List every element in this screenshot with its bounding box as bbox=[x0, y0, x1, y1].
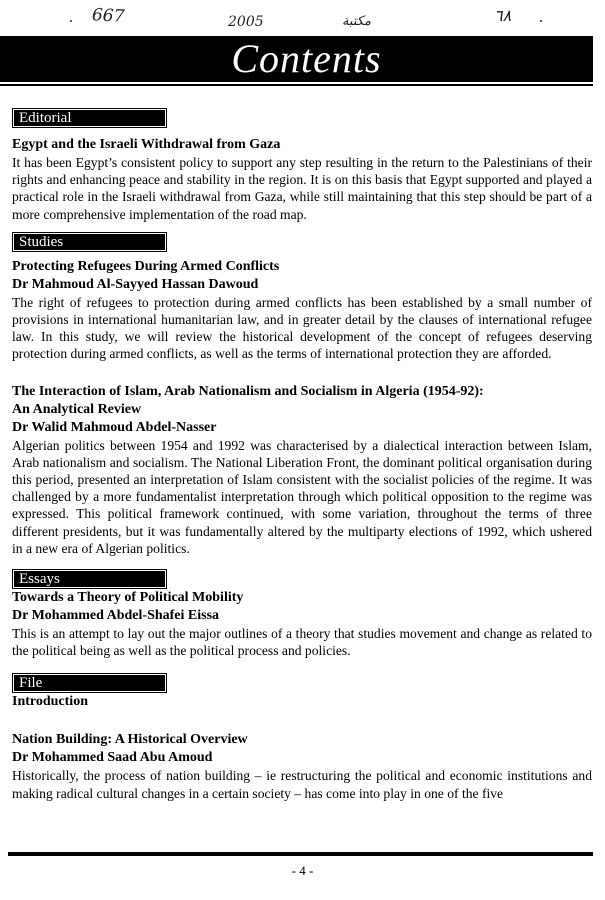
entry-title: Egypt and the Israeli Withdrawal from Gaza bbox=[12, 137, 281, 152]
entry bbox=[12, 589, 592, 659]
entry-author: Dr Mahmoud Al-Sayyed Hassan Dawoud bbox=[12, 276, 259, 292]
contents-body bbox=[12, 108, 592, 802]
scan-speck bbox=[540, 20, 542, 22]
entry-subtitle: An Analytical Review bbox=[12, 401, 142, 417]
entry bbox=[12, 136, 592, 223]
entry bbox=[12, 731, 592, 801]
handwritten-annotation: 667 bbox=[91, 5, 125, 27]
entry-title: Towards a Theory of Political Mobility bbox=[12, 590, 244, 606]
section-file bbox=[12, 673, 592, 801]
entry-title: Protecting Refugees During Armed Conflicts bbox=[12, 258, 280, 274]
entry-abstract: Algerian politics between 1954 and 1992 was characterised by a dialectical interaction between Islam, Arab nationalism and socialism. The National Liberation Front, the dominant political organisation during this period, presented an interpretation of Islam consistent with the socialist policies of the regime. It was challenged by a more fundamentalist interpretation through which political opposition to the regime was expressed. This political framework continued, with some variation, throughout the terms of three different presidents, but it was fundamentally altered by the multiparty elections of 1992, which ushered in a new era of Algerian politics. bbox=[12, 437, 592, 556]
entry bbox=[12, 693, 592, 711]
page-title: Contents bbox=[231, 36, 382, 81]
entry-title: Introduction bbox=[12, 694, 88, 710]
contents-header bbox=[0, 36, 593, 82]
scan-speck bbox=[70, 20, 72, 22]
section-editorial bbox=[12, 108, 592, 223]
header-divider bbox=[0, 84, 593, 86]
entry-author: Dr Mohammed Abdel-Shafei Eissa bbox=[12, 608, 220, 624]
entry bbox=[12, 383, 592, 557]
section-essays bbox=[12, 569, 592, 659]
section-label: File bbox=[12, 673, 167, 693]
handwritten-annotation: 2005 bbox=[228, 14, 264, 30]
section-label: Essays bbox=[12, 569, 167, 589]
section-label: Studies bbox=[12, 232, 167, 252]
handwritten-annotation: مكتبة bbox=[342, 14, 371, 29]
entry-author: Dr Mohammed Saad Abu Amoud bbox=[12, 750, 213, 766]
section-label: Editorial bbox=[12, 108, 167, 128]
handwritten-annotation: ٦٨ bbox=[494, 6, 512, 25]
entry-abstract: The right of refugees to protection during armed conflicts has been established by a small number of provisions in international humanitarian law, and in greater detail by the clauses of international refugee law. In this study, we will review the historical development of the concept of refugees deserving protection during armed conflicts, as well as the terms of international protection they are afforded. bbox=[12, 294, 592, 362]
entry-title: Nation Building: A Historical Overview bbox=[12, 732, 248, 748]
footer-divider bbox=[8, 852, 593, 856]
entry-author: Dr Walid Mahmoud Abdel-Nasser bbox=[12, 419, 217, 435]
entry bbox=[12, 258, 592, 363]
entry-abstract: It has been Egypt’s consistent policy to support any step resulting in the return to the Palestinians of their rights and enhancing peace and stability in the region. It is on this basis that Egypt supported and played a practical role in the Israeli withdrawal from Gaza, while still maintaining that this step should be part of a more comprehensive implementation of the road map. bbox=[12, 155, 592, 222]
section-studies bbox=[12, 232, 592, 557]
page-number: - 4 - bbox=[291, 863, 314, 878]
entry-abstract: Historically, the process of nation building – ie restructuring the political and economic institutions and making radical cultural changes in a certain society – has come into play in one of the five bbox=[12, 768, 592, 801]
entry-abstract: This is an attempt to lay out the major outlines of a theory that studies movement and change as related to the political being as well as the political process and policies. bbox=[12, 626, 592, 659]
entry-title: The Interaction of Islam, Arab Nationalism and Socialism in Algeria (1954-92): bbox=[12, 383, 484, 399]
